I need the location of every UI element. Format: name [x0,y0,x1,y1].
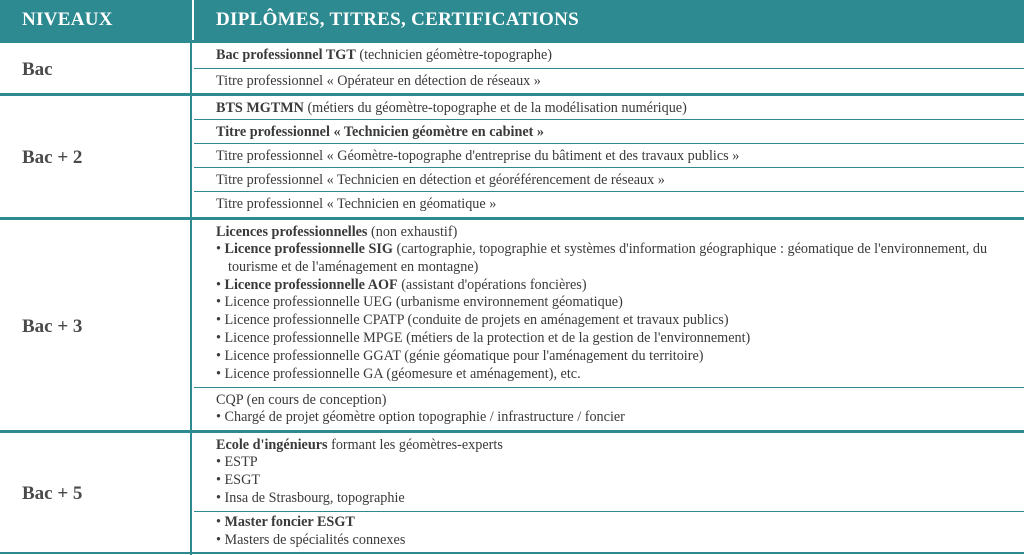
ecole-block [194,433,1024,512]
list-item [216,241,1014,277]
diploma-detail: Titre professionnel « Technicien en géomatique » [216,196,497,212]
list-item [216,472,1014,490]
bullet: • [216,329,221,346]
bullet: • [216,365,221,382]
diploma-cells [194,220,1024,433]
item-text: Licence professionnelle MPGE (métiers de la protection et de la gestion de l'environnement) [224,329,751,346]
bullet: • [216,294,221,311]
item-text: ESGT [224,471,260,488]
diploma-detail: (métiers du géomètre-topographe et de la modélisation numérique) [303,100,687,116]
item-text: Chargé de projet géomètre option topographie / infrastructure / foncier [224,409,625,425]
level-label: Bac + 3 [22,315,83,337]
diploma-detail: Titre professionnel « Géomètre-topographe d'entreprise du bâtiment et des travaux publics » [216,148,740,164]
list-item [216,514,1014,532]
list-item [216,409,1014,427]
diploma-cells [194,96,1024,216]
item-bold: Master foncier ESGT [224,514,355,530]
item-text: (assistant d'opérations foncières) [397,276,587,293]
table-header [0,0,1024,42]
level-cell [0,96,192,220]
diploma-name: Titre professionnel « Technicien géomètre en cabinet » [216,124,545,140]
group-bac [0,40,1024,96]
diploma-row [194,168,1024,192]
bullet: • [216,409,221,425]
diploma-detail: Titre professionnel « Opérateur en détection de réseaux » [216,73,541,89]
level-cell [0,220,192,433]
diploma-detail: Titre professionnel « Technicien en détection et géoréférencement de réseaux » [216,172,665,188]
licences-title-text: (non exhaustif) [367,224,458,240]
level-label: Bac [22,58,53,80]
group-bac-5 [0,430,1024,555]
bullet: • [216,347,221,364]
list-item [216,532,1014,550]
diploma-row [194,69,1024,93]
group-bac-2 [0,93,1024,220]
level-label: Bac + 2 [22,147,83,168]
bullet: • [216,241,221,257]
bullet: • [216,312,221,329]
licences-block [194,220,1024,388]
bullet: • [216,531,221,548]
item-bold: Licence professionnelle SIG [224,241,393,257]
list-item [216,454,1014,472]
diploma-cells [194,433,1024,555]
item-text: (cartographie, topographie et systèmes d'information géographique : géomatique de l'environnement, du tourisme et de l'aménagement en montagne) [228,241,988,275]
item-bold: Licence professionnelle AOF [224,276,398,293]
list-item [216,366,1014,384]
level-cell [0,433,192,555]
licences-title [216,223,1014,241]
diploma-cells [194,43,1024,93]
diploma-detail: (technicien géomètre-topographe) [355,47,552,63]
group-bac-3 [0,217,1024,433]
ecole-title-text: formant les géomètres-experts [327,437,503,453]
bullet: • [216,489,221,506]
diploma-name: BTS MGTMN [216,100,304,116]
ecole-title [216,436,1014,454]
diploma-name: Bac professionnel TGT [216,47,356,63]
header-niveaux: NIVEAUX [22,9,113,30]
bullet: • [216,471,221,488]
licences-title-bold: Licences professionnelles [216,224,368,240]
list-item [216,312,1014,330]
level-cell [0,43,192,96]
list-item [216,294,1014,312]
cqp-block [194,388,1024,433]
item-text: Insa de Strasbourg, topographie [224,489,405,506]
item-text: Licence professionnelle CPATP (conduite de projets en aménagement et travaux publics) [224,312,729,329]
bullet: • [216,514,221,530]
item-text: Licence professionnelle GA (géomesure et aménagement), etc. [224,365,581,382]
cqp-title: CQP (en cours de conception) [216,392,387,408]
diploma-row [194,96,1024,120]
item-text: Masters de spécialités connexes [224,531,406,548]
item-text: Licence professionnelle GGAT (génie géomatique pour l'aménagement du territoire) [224,347,704,364]
item-text: ESTP [224,454,258,470]
list-item [216,348,1014,366]
item-text: Licence professionnelle UEG (urbanisme environnement géomatique) [224,294,623,311]
list-item [216,490,1014,508]
masters-block [194,512,1024,555]
diploma-row [194,43,1024,69]
bullet: • [216,454,221,470]
level-label: Bac + 5 [22,483,83,504]
list-item [216,277,1014,295]
diploma-row [194,144,1024,168]
list-item [216,330,1014,348]
diploma-row [194,120,1024,144]
header-diplomes: DIPLÔMES, TITRES, CERTIFICATIONS [216,9,579,30]
diploma-row [194,192,1024,216]
bullet: • [216,276,221,293]
ecole-title-bold: Ecole d'ingénieurs [216,437,328,453]
header-separator [192,0,194,40]
